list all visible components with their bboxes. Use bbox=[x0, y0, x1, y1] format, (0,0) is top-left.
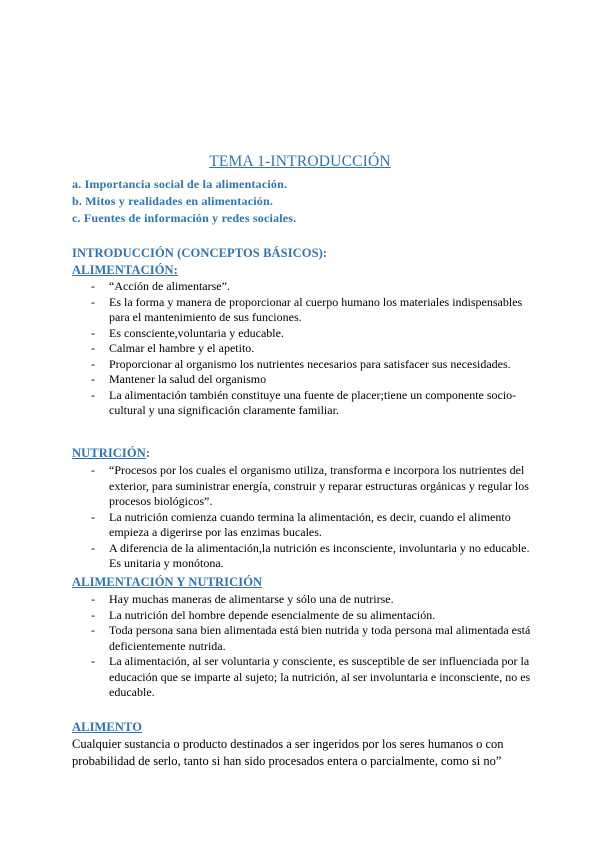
bullet-dash: - bbox=[91, 294, 95, 309]
page-title: TEMA 1-INTRODUCCIÓN bbox=[209, 153, 391, 170]
toc-item-c: c. Fuentes de información y redes sociales. bbox=[72, 211, 297, 225]
bullet-dash: - bbox=[91, 607, 95, 622]
alim-nutr-list bbox=[72, 592, 532, 701]
nutricion-list bbox=[72, 463, 532, 572]
list-item: - Proporcionar al organismo los nutrientes necesarios para satisfacer sus necesidades. bbox=[91, 356, 511, 371]
list-item: - Es consciente,voluntaria y educable. bbox=[91, 325, 284, 340]
list-item: - Calmar el hambre y el apetito. bbox=[91, 341, 255, 355]
list-item: - La alimentación también constituye una fuente de placer;tiene un componente socio-cultural y una significación claramente familiar. bbox=[91, 387, 517, 417]
intro-heading: INTRODUCCIÓN (CONCEPTOS BÁSICOS): bbox=[72, 246, 328, 260]
alimento-heading: ALIMENTO bbox=[72, 720, 143, 734]
bullet-dash: - bbox=[91, 356, 95, 371]
bullet-dash: - bbox=[91, 279, 95, 293]
list-item: - La nutrición del hombre depende esencialmente de su alimentación. bbox=[91, 607, 436, 622]
list-item: - La alimentación, al ser voluntaria y consciente, es susceptible de ser influenciada por la educación que se imparte al sujeto; la nutrición, al ser involuntaria e inconsciente, no es educable. bbox=[91, 654, 531, 699]
bullet-dash: - bbox=[91, 372, 95, 386]
list-item: - Toda persona sana bien alimentada está bien nutrida y toda persona mal alimentada está deficientemente nutrida. bbox=[91, 623, 531, 653]
bullet-dash: - bbox=[91, 509, 95, 524]
alimentacion-list bbox=[72, 279, 532, 419]
list-item: - La nutrición comienza cuando termina la alimentación, es decir, cuando el alimento empieza a digerirse por las enzimas bucales. bbox=[91, 509, 511, 539]
list-item: - “Acción de alimentarse”. bbox=[91, 279, 230, 293]
list-item: - Hay muchas maneras de alimentarse y sólo una de nutrirse. bbox=[91, 592, 394, 606]
list-item: - Mantener la salud del organismo bbox=[91, 372, 267, 386]
list-item: - Es la forma y manera de proporcionar al cuerpo humano los materiales indispensables para el mantenimiento de sus funciones. bbox=[91, 294, 523, 324]
bullet-dash: - bbox=[91, 325, 95, 340]
list-item: - A diferencia de la alimentación,la nutrición es inconsciente, involuntaria y no educable. Es unitaria y monótona. bbox=[91, 540, 530, 570]
alim-nutr-heading: ALIMENTACIÓN Y NUTRICIÓN bbox=[72, 575, 263, 589]
bullet-dash: - bbox=[91, 341, 95, 355]
bullet-dash: - bbox=[91, 463, 95, 477]
bullet-dash: - bbox=[91, 623, 95, 637]
alimentacion-heading: ALIMENTACIÓN: bbox=[72, 263, 178, 277]
toc-item-b: b. Mitos y realidades en alimentación. bbox=[72, 194, 274, 208]
toc-item-a: a. Importancia social de la alimentación. bbox=[72, 177, 288, 191]
list-item: - “Procesos por los cuales el organismo utiliza, transforma e incorpora los nutrientes del exterior, para suministrar energía, construir y reparar estructuras orgánicas y regular los procesos biológicos”. bbox=[91, 463, 529, 508]
alimento-definition: Cualquier sustancia o producto destinados a ser ingeridos por los seres humanos o con probabilidad de serlo, tanto si han sido procesados entera o parcialmente, como si no” bbox=[72, 737, 504, 768]
bullet-dash: - bbox=[91, 592, 95, 606]
nutricion-heading: NUTRICIÓN: bbox=[72, 446, 151, 460]
bullet-dash: - bbox=[91, 654, 95, 668]
bullet-dash: - bbox=[91, 387, 95, 402]
bullet-dash: - bbox=[91, 540, 95, 555]
